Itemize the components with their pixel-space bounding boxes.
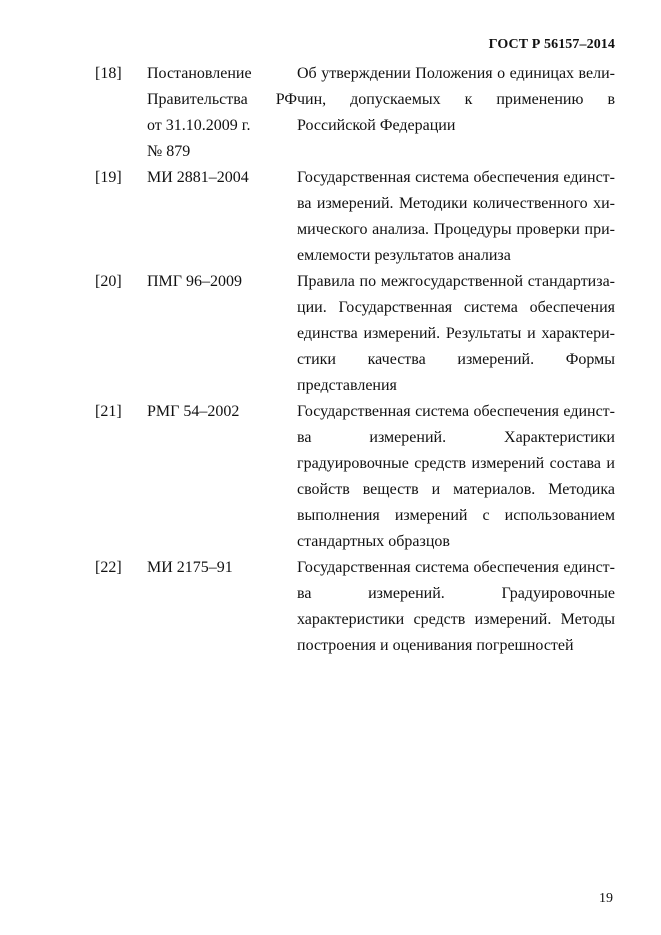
entry-document-code bbox=[147, 61, 297, 165]
document-standard-header: ГОСТ Р 56157–2014 bbox=[488, 37, 615, 52]
entry-code-line: МИ 2175–91 bbox=[147, 559, 233, 576]
entry-document-code bbox=[147, 399, 297, 425]
entry-document-code bbox=[147, 555, 297, 581]
entry-number: [18] bbox=[95, 65, 122, 82]
bibliography-entry bbox=[95, 165, 615, 269]
entry-title: Правила по межгосударственной стандартизации. Государственная система обеспечения единства измерений. Результаты и характеристики качества измерений. Формы представления bbox=[297, 273, 615, 394]
entry-code-line: РМГ 54–2002 bbox=[147, 403, 240, 420]
bibliography-entry bbox=[95, 269, 615, 399]
entry-code-line: от 31.10.2009 г. bbox=[147, 117, 251, 134]
entry-title: Государственная система обеспечения единства измерений. Градуировочные характеристики средств измерений. Методы построения и оценивания погрешностей bbox=[297, 559, 615, 654]
entry-title: Государственная система обеспечения единства измерений. Характеристики градуировочные средств измерений состава и свойств веществ и материалов. Методика выполнения измерений с использованием стандартных образцов bbox=[297, 403, 615, 550]
bibliography-list bbox=[95, 61, 615, 659]
entry-code-line: Правительства РФ bbox=[147, 91, 297, 108]
entry-code-line: Постановление bbox=[147, 65, 252, 82]
page-number: 19 bbox=[599, 891, 613, 906]
entry-number: [19] bbox=[95, 169, 122, 186]
bibliography-entry bbox=[95, 399, 615, 555]
bibliography-entry bbox=[95, 61, 615, 165]
entry-number: [22] bbox=[95, 559, 122, 576]
entry-title: Государственная система обеспечения единства измерений. Методики количественного химического анализа. Процедуры проверки приемлемости результатов анализа bbox=[297, 169, 615, 264]
entry-code-line: МИ 2881–2004 bbox=[147, 169, 249, 186]
entry-document-code bbox=[147, 165, 297, 191]
bibliography-entry bbox=[95, 555, 615, 659]
entry-document-code bbox=[147, 269, 297, 295]
entry-code-line: ПМГ 96–2009 bbox=[147, 273, 243, 290]
entry-code-line: № 879 bbox=[147, 143, 191, 160]
entry-title: Об утверждении Положения о единицах величин, допускаемых к применению в Российской Федерации bbox=[297, 65, 615, 134]
entry-number: [21] bbox=[95, 403, 122, 420]
entry-number: [20] bbox=[95, 273, 122, 290]
